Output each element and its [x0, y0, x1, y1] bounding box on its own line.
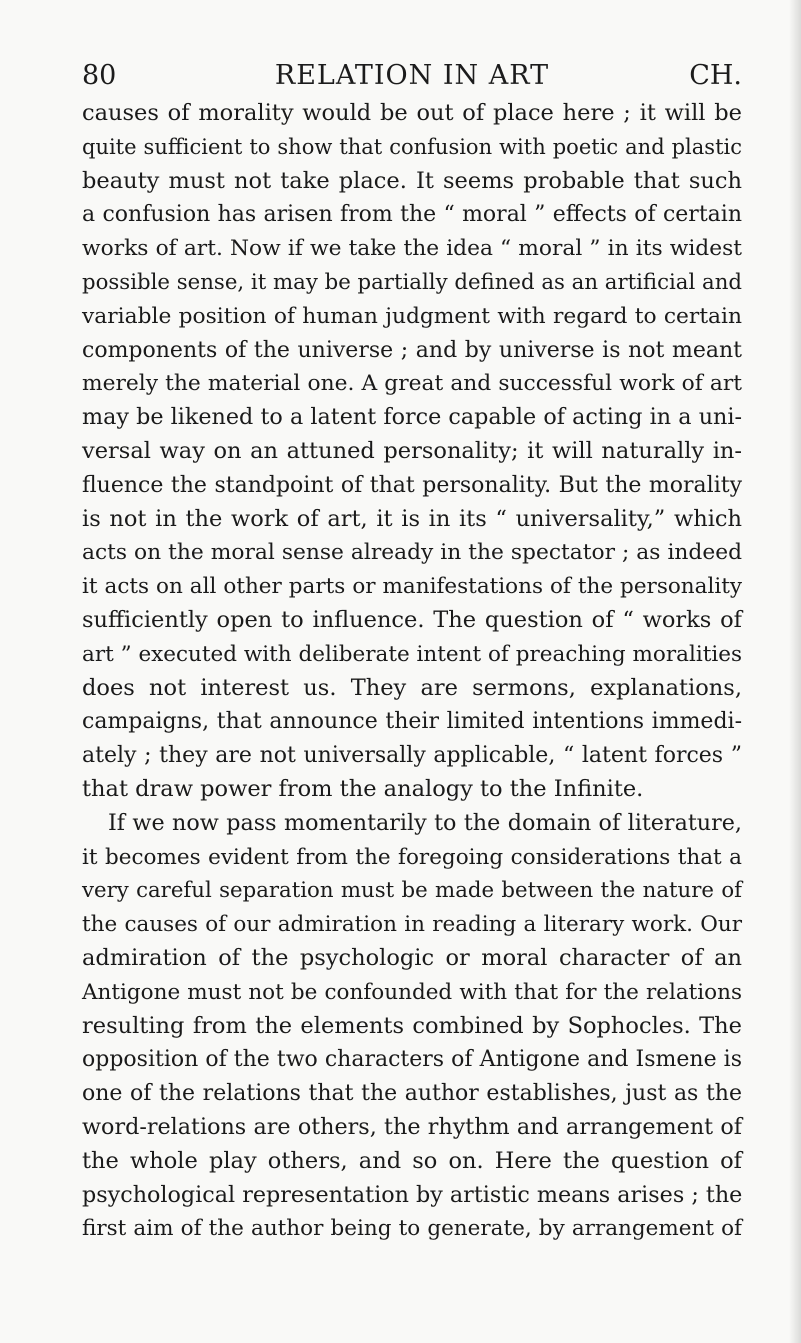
text-line: art ” executed with deliberate intent of preaching moralities — [82, 641, 742, 667]
paragraph-2 — [82, 807, 742, 1246]
text-line: beauty must not take place. It seems probable that such — [82, 167, 742, 194]
text-line: causes of morality would be out of place here ; it will be — [82, 100, 742, 126]
text-line: Antigone must not be confounded with that for the relations — [82, 979, 742, 1005]
text-line: ately ; they are not universally applicable, “ latent forces ” — [82, 743, 742, 769]
text-line: resulting from the elements combined by Sophocles. The — [82, 1012, 742, 1039]
text-line: the whole play others, and so on. Here the question of — [82, 1147, 742, 1174]
paragraph-1 — [82, 97, 742, 807]
text-line: variable position of human judgment with regard to certain — [82, 303, 742, 329]
text-line: If we now pass momentarily to the domain of literature, — [108, 809, 742, 836]
text-line: quite sufficient to show that confusion with poetic and plastic — [82, 134, 742, 159]
text-line: works of art. Now if we take the idea “ moral ” in its widest — [82, 236, 742, 262]
page-edge-shadow — [789, 0, 801, 1343]
text-line: one of the relations that the author establishes, just as the — [82, 1081, 742, 1107]
running-head — [82, 60, 742, 100]
text-line: first aim of the author being to generate, by arrangement of — [82, 1216, 742, 1242]
text-line: very careful separation must be made between the nature of — [82, 878, 742, 904]
text-line: is not in the work of art, it is in its “ universality,” which — [82, 505, 742, 532]
text-line: the causes of our admiration in reading a literary work. Our — [82, 912, 742, 938]
text-line: fluence the standpoint of that personality. But the morality — [82, 472, 742, 498]
text-line: merely the material one. A great and successful work of art — [82, 371, 742, 397]
text-line: that draw power from the analogy to the Infinite. — [82, 775, 644, 802]
text-line: word-relations are others, the rhythm and arrangement of — [82, 1113, 742, 1140]
text-line: it becomes evident from the foregoing considerations that a — [82, 844, 742, 870]
running-title: RELATION IN ART — [274, 60, 550, 91]
page-number: 80 — [82, 60, 117, 91]
text-line: campaigns, that announce their limited intentions immedi- — [82, 709, 742, 735]
text-line: does not interest us. They are sermons, explanations, — [82, 674, 742, 701]
body-text — [82, 97, 742, 1246]
chapter-abbreviation: CH. — [689, 60, 742, 91]
text-line: admiration of the psychologic or moral character of an — [82, 944, 742, 971]
text-line: sufficiently open to influence. The question of “ works of — [82, 606, 742, 633]
text-line: versal way on an attuned personality; it will naturally in- — [82, 437, 742, 464]
text-line: may be likened to a latent force capable of acting in a uni- — [82, 404, 742, 431]
text-line: opposition of the two characters of Antigone and Ismene is — [82, 1047, 742, 1073]
text-line: possible sense, it may be partially defined as an artificial and — [82, 269, 742, 295]
text-line: it acts on all other parts or manifestations of the personality — [82, 574, 742, 600]
text-line: components of the universe ; and by universe is not meant — [82, 337, 742, 363]
text-line: psychological representation by artistic means arises ; the — [82, 1181, 743, 1208]
text-line: acts on the moral sense already in the spectator ; as indeed — [82, 540, 742, 566]
text-line: a confusion has arisen from the “ moral ” effects of certain — [82, 202, 742, 228]
